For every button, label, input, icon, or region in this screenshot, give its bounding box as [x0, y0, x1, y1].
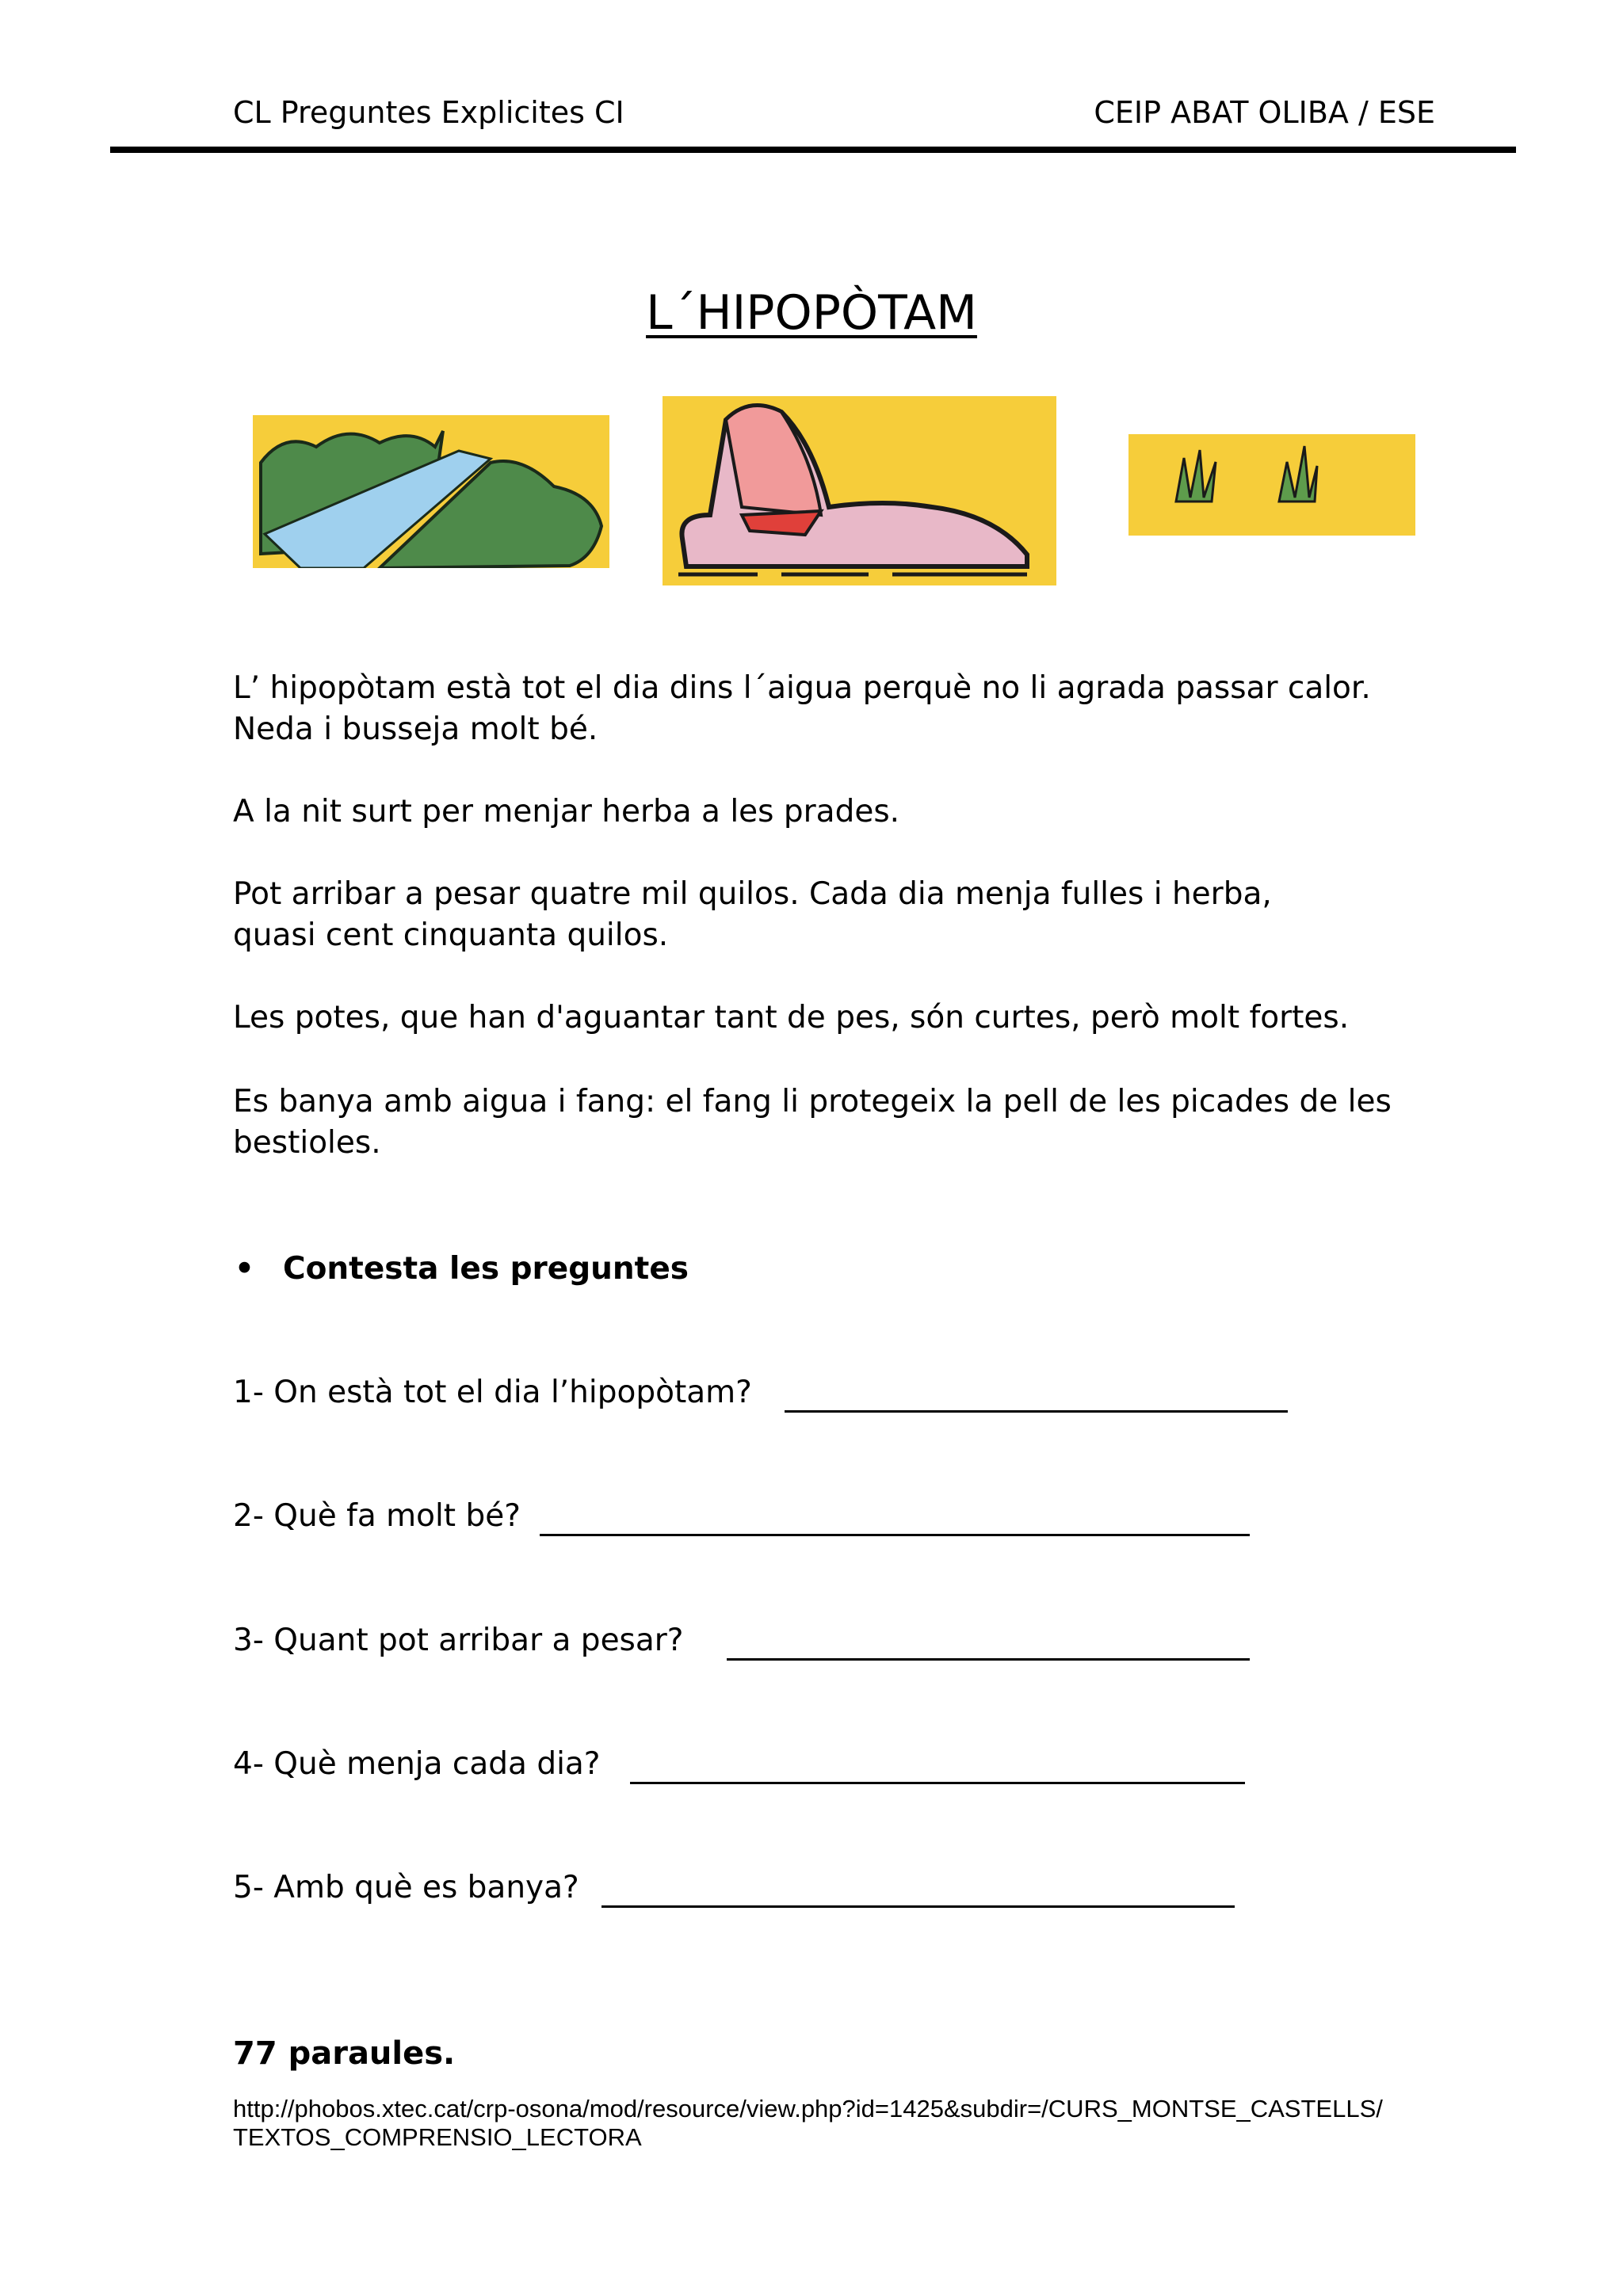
- paragraph-3: [233, 874, 1272, 956]
- answer-line-1[interactable]: [785, 1410, 1288, 1413]
- question-5: 5- Amb què es banya?: [233, 1870, 579, 1905]
- question-2: 2- Què fa molt bé?: [233, 1498, 521, 1534]
- header-left: CL Preguntes Explicites CI: [233, 95, 624, 130]
- page-title: [0, 285, 1623, 341]
- question-3: 3- Quant pot arribar a pesar?: [233, 1623, 684, 1658]
- paragraph-line: Es banya amb aigua i fang: el fang li protegeix la pell de les picades de les: [233, 1084, 1392, 1119]
- source-url: [233, 2095, 1383, 2152]
- paragraph-line: L’ hipopòtam està tot el dia dins l´aigua perquè no li agrada passar calor.: [233, 670, 1371, 706]
- word-count: 77 paraules.: [233, 2035, 456, 2072]
- answer-line-5[interactable]: [601, 1905, 1235, 1908]
- paragraph-2: [233, 791, 899, 833]
- answer-line-4[interactable]: [630, 1782, 1245, 1784]
- bullet-icon: •: [235, 1251, 254, 1287]
- paragraph-line: Neda i busseja molt bé.: [233, 711, 598, 747]
- header-rule: [110, 147, 1516, 153]
- hippo-image: [663, 396, 1056, 585]
- source-line: TEXTOS_COMPRENSIO_LECTORA: [233, 2123, 642, 2151]
- river-image: [253, 415, 609, 568]
- question-4: 4- Què menja cada dia?: [233, 1746, 601, 1782]
- source-line: http://phobos.xtec.cat/crp-osona/mod/resource/view.php?id=1425&subdir=/CURS_MONTSE_CASTELLS/: [233, 2095, 1383, 2122]
- paragraph-line: Pot arribar a pesar quatre mil quilos. Cada dia menja fulles i herba,: [233, 876, 1272, 912]
- paragraph-1: [233, 668, 1371, 750]
- paragraph-5: [233, 1081, 1392, 1164]
- paragraph-line: quasi cent cinquanta quilos.: [233, 917, 669, 953]
- title-text: L´HIPOPÒTAM: [646, 285, 977, 341]
- answer-line-2[interactable]: [540, 1534, 1250, 1536]
- answer-line-3[interactable]: [727, 1658, 1250, 1661]
- question-1: 1- On està tot el dia l’hipopòtam?: [233, 1375, 752, 1410]
- header-right: CEIP ABAT OLIBA / ESE: [1094, 95, 1435, 130]
- paragraph-line: A la nit surt per menjar herba a les prades.: [233, 794, 900, 830]
- paragraph-line: Les potes, que han d'aguantar tant de pes, són curtes, però molt fortes.: [233, 1000, 1350, 1035]
- instruction: Contesta les preguntes: [283, 1251, 689, 1287]
- paragraph-4: [233, 997, 1349, 1039]
- paragraph-line: bestioles.: [233, 1125, 381, 1161]
- grass-image: [1128, 434, 1415, 536]
